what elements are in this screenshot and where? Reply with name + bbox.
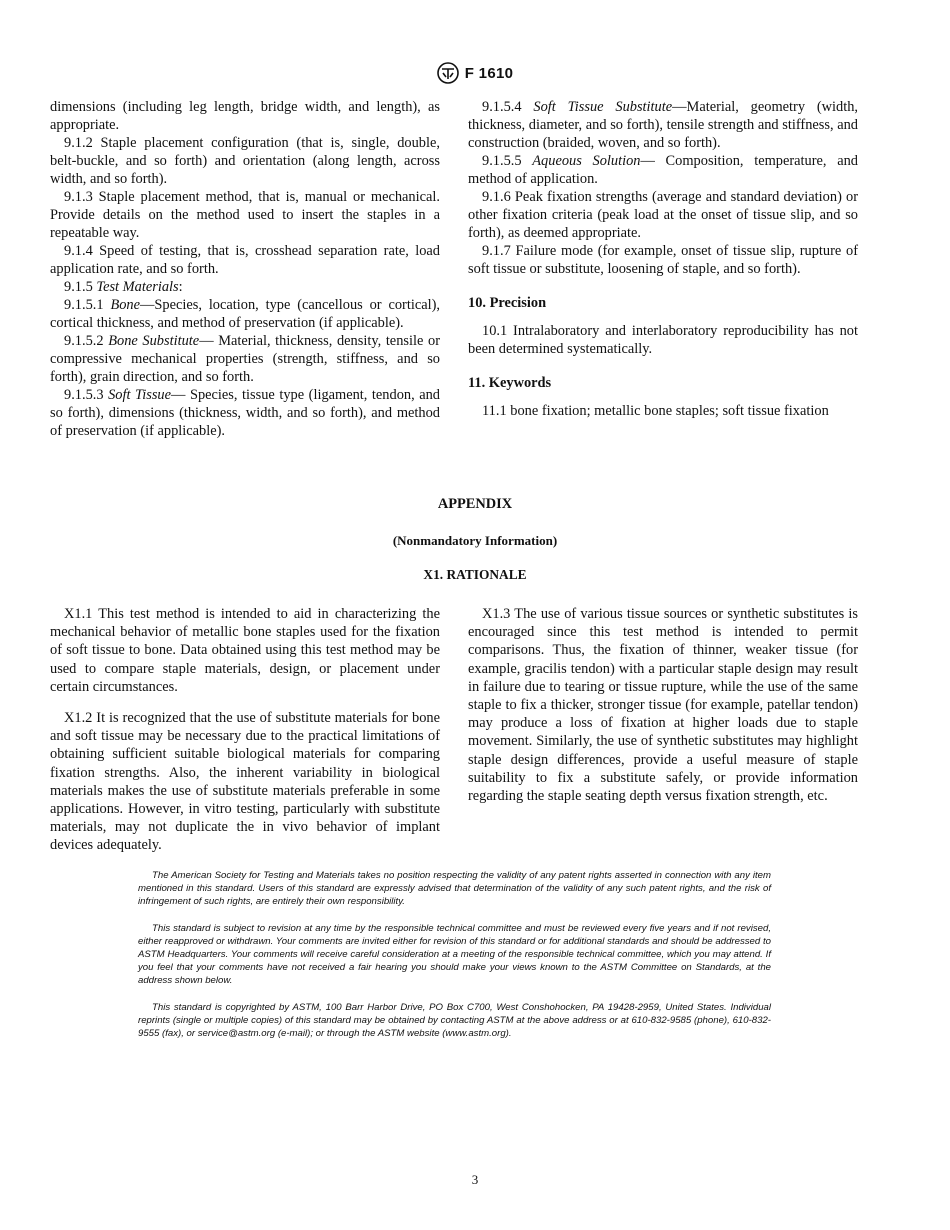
clause-term: Test Materials	[96, 279, 179, 295]
clause-text: — Material, thickness, density, tensile or compressive mechanical properties (strength, stiffness, and so forth), grain direction, and so forth.	[50, 333, 440, 385]
section-heading: 11. Keywords	[468, 375, 552, 391]
clause-term: Bone Substitute	[108, 333, 200, 349]
paragraph: dimensions (including leg length, bridge width, and length), as appropriate.	[50, 99, 440, 133]
paragraph: X1.2 It is recognized that the use of substitute materials for bone and soft tissue may be necessary due to the practical limitations of obtaining sufficient suitable biological materials for comparing fixation strengths. Also, the inherent variability in biological materials makes the use of substitute materials preferable in some applications. However, in vitro testing, particularly with substitute materials, may not duplicate the in vivo behavior of implant devices adequately.	[50, 710, 440, 854]
paragraph: 9.1.6 Peak fixation strengths (average and standard deviation) or other fixation criteria (peak load at the onset of tissue slip, and so forth), as deemed appropriate.	[468, 189, 858, 241]
top-left-column	[50, 98, 440, 440]
appendix-left-column	[50, 605, 440, 855]
section-heading: 10. Precision	[468, 295, 547, 311]
appendix-subtitle: (Nonmandatory Information)	[392, 533, 558, 548]
paragraph	[50, 386, 440, 440]
paragraph: 9.1.3 Staple placement method, that is, manual or mechanical. Provide details on the method used to insert the staples in a repeatable way.	[50, 189, 440, 241]
clause-number: 9.1.5.3	[64, 387, 104, 403]
clause-text: —Species, location, type (cancellous or cortical), cortical thickness, and method of preservation (if applicable).	[50, 297, 440, 331]
paragraph: 10.1 Intralaboratory and interlaboratory reproducibility has not been determined systematically.	[468, 323, 858, 357]
paragraph	[468, 98, 858, 152]
appendix-section-heading: X1. RATIONALE	[423, 567, 527, 582]
clause-text: :	[178, 279, 183, 295]
clause-number: 9.1.5.2	[64, 333, 104, 349]
paragraph: 9.1.4 Speed of testing, that is, crosshead separation rate, load application rate, and so forth.	[50, 243, 440, 277]
paragraph: 11.1 bone fixation; metallic bone staples; soft tissue fixation	[482, 403, 829, 419]
clause-text: — Composition, temperature, and method of application.	[468, 153, 858, 187]
clause-term: Aqueous Solution	[532, 153, 641, 169]
footer-paragraph: The American Society for Testing and Materials takes no position respecting the validity of any patent rights asserted in connection with any item mentioned in this standard. Users of this standard are expressly advised that determination of the validity of any such patent rights, and the risk of infringement of such rights, are entirely their own responsibility.	[138, 870, 771, 907]
paragraph: X1.1 This test method is intended to aid in characterizing the mechanical behavior of metallic bone staples used for the fixation of soft tissue to bone. Data obtained using this test method may be used to compare staple materials, design, or placement under certain circumstances.	[50, 606, 440, 695]
clause-number: 9.1.5.1	[64, 297, 104, 313]
paragraph: 9.1.7 Failure mode (for example, onset of tissue slip, rupture of soft tissue or substitute, loosening of staple, and so forth).	[468, 243, 858, 277]
standard-designation: F 1610	[464, 64, 514, 82]
clause-text: —Material, geometry (width, thickness, diameter, and so forth), tensile strength and stiffness, and construction (braided, woven, and so forth).	[468, 99, 858, 151]
clause-term: Soft Tissue	[108, 387, 172, 403]
paragraph	[50, 278, 440, 296]
astm-logo-icon	[437, 62, 459, 84]
paragraph	[50, 332, 440, 386]
footer-paragraph: This standard is subject to revision at any time by the responsible technical committee and must be reviewed every five years and if not revised, either reapproved or withdrawn. Your comments are invited either for revision of this standard or for additional standards and should be addressed to ASTM Headquarters. Your comments will receive careful consideration at a meeting of the responsible technical committee, which you may attend. If you feel that your comments have not received a fair hearing you should make your views known to the ASTM Committee on Standards, at the address shown below.	[138, 923, 771, 986]
paragraph	[50, 296, 440, 332]
paragraph: X1.3 The use of various tissue sources or synthetic substitutes is encouraged since this test method is intended to permit comparisons. Thus, the fixation of thinner, weaker tissue (for example, gracilis tendon) with a particular staple design may result in failure due to tearing or tissue rupture, while the use of the same staple to fix a thicker, stronger tissue (for example, patellar tendon) may produce a loss of fixation at higher loads due to staple movement. Similarly, the use of synthetic substitutes may highlight staple design differences, provide a useful measure of staple suitability to fix a substitute safely, or provide information regarding the staple seating depth versus fixation strength, etc.	[468, 606, 858, 805]
page-number: 3	[471, 1172, 479, 1187]
footer-paragraph: This standard is copyrighted by ASTM, 100 Barr Harbor Drive, PO Box C700, West Conshohocken, PA 19428-2959, United States. Individual reprints (single or multiple copies) of this standard may be obtained by contacting ASTM at the above address or at 610-832-9585 (phone), 610-832-9555 (fax), or service@astm.org (e-mail); or through the ASTM website (www.astm.org).	[138, 1002, 771, 1039]
legal-footer	[138, 869, 771, 1054]
page-header	[0, 62, 950, 84]
appendix-right-column	[468, 605, 858, 805]
clause-term: Bone	[110, 297, 141, 313]
clause-term: Soft Tissue Substitute	[533, 99, 673, 115]
clause-number: 9.1.5	[64, 279, 93, 295]
clause-number: 9.1.5.5	[482, 153, 522, 169]
appendix-title: APPENDIX	[437, 496, 513, 512]
paragraph: 9.1.2 Staple placement configuration (that is, single, double, belt-buckle, and so forth) and orientation (along length, across width, and so forth).	[50, 135, 440, 187]
paragraph	[468, 152, 858, 188]
clause-text: — Species, tissue type (ligament, tendon, and so forth), dimensions (thickness, width, and so forth), and method of preservation (if applicable).	[50, 387, 440, 439]
clause-number: 9.1.5.4	[482, 99, 522, 115]
top-right-column	[468, 98, 858, 420]
